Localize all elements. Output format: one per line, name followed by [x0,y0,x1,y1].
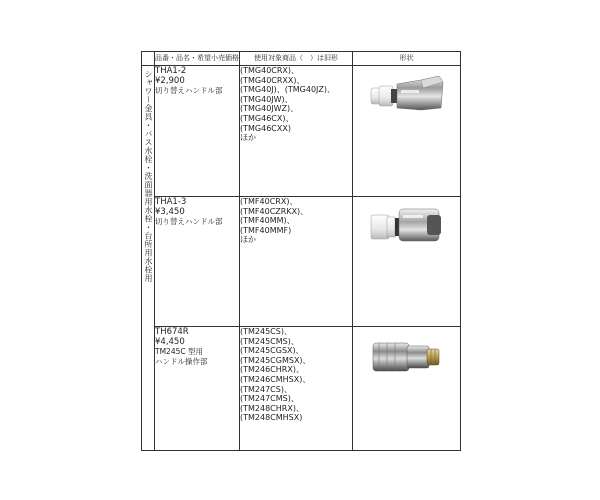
model-item: ほか [240,235,256,245]
model-item: (TM248CMHSX) [240,413,303,423]
model-item: (TMF40MMF) [240,225,292,235]
product-name: 切り替えハンドル部 [155,86,223,95]
shape-cell [353,66,461,197]
product-name-sub: ハンドル操作部 [155,357,208,366]
product-price: ¥2,900 [155,76,185,86]
model-item: (TM246CHRX)、 [240,365,304,375]
parts-table [141,51,461,451]
model-item: (TMG40JW)、 [240,94,293,104]
product-code: THA1-3 [155,197,187,207]
product-name: TM245C 型用 [155,347,203,356]
model-item: (TMF40CRX)、 [240,197,298,206]
model-item: (TM248CHRX)、 [240,403,304,413]
header-shape: 形状 [353,52,461,66]
model-item: (TM245CGSX)、 [240,346,304,356]
model-item: (TMG40CRX)、 [240,66,300,75]
header-category [142,52,155,66]
header-row [142,52,461,66]
category-label: シャワー金具・バス水栓・洗面器用水栓・台所用水栓用 [144,70,153,283]
table-row [142,327,461,451]
table-row [142,197,461,327]
model-item: (TM245CGMSX)、 [240,355,311,365]
category-cell [142,66,155,451]
header-models: 使用対象商品（ ）は旧形 [240,52,353,66]
shape-cell [353,197,461,327]
product-price: ¥4,450 [155,337,185,347]
product-code: THA1-2 [155,66,187,76]
product-cell [155,66,240,197]
handle-part-image [367,66,447,122]
model-item: (TMG46CX)、 [240,113,294,123]
model-item: (TMG40JWZ)、 [240,104,299,114]
shape-cell [353,327,461,451]
product-code: TH674R [155,327,189,337]
model-item: (TMG40CRXX)、 [240,75,305,85]
product-cell [155,327,240,451]
model-item: ほか [240,133,256,143]
model-item: (TM247CMS)、 [240,394,299,404]
model-item: (TM246CMHSX)、 [240,374,311,384]
operation-part-image [367,327,447,383]
product-name: 切り替えハンドル部 [155,217,223,226]
model-item: (TM245CS)、 [240,327,292,336]
model-item: (TM245CMS)、 [240,336,299,346]
model-item: (TMG40J)、(TMG40JZ)、 [240,85,336,95]
header-product: 品番・品名・希望小売価格 [155,52,240,66]
product-cell [155,197,240,327]
model-item: (TM247CS)、 [240,384,292,394]
product-price: ¥3,450 [155,207,185,217]
model-item: (TMF40CZRKX)、 [240,206,309,216]
models-cell [240,327,353,451]
table-row [142,66,461,197]
handle-part-image [367,197,447,253]
models-cell [240,197,353,327]
model-item: (TMF40MM)、 [240,216,295,226]
model-item: (TMG46CXX) [240,123,291,133]
models-cell [240,66,353,197]
